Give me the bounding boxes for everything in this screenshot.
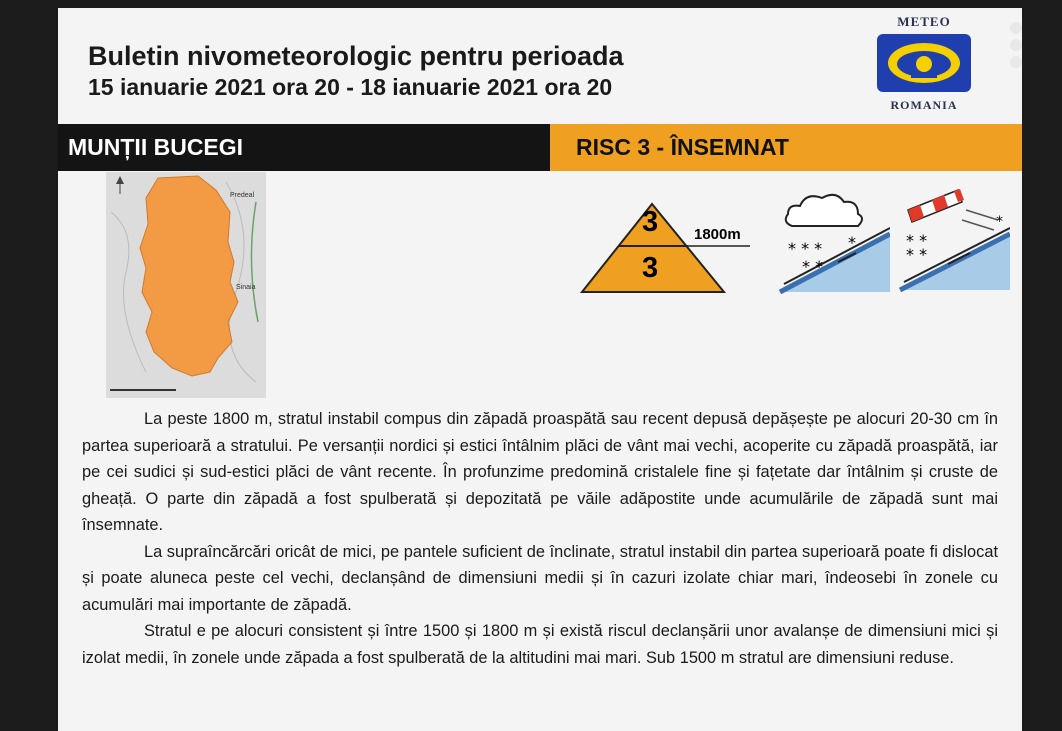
- wind-drift-icon: [898, 180, 1010, 297]
- svg-text:*: *: [848, 233, 856, 252]
- logo-top-text: METEO: [897, 14, 951, 29]
- map-label-north: Predeal: [230, 192, 255, 199]
- bucegi-map: [106, 172, 266, 398]
- paragraph: La peste 1800 m, stratul instabil compus din zăpadă proaspătă sau recent depusă depășește pe alocuri 20-30 cm în partea superioară a stratului. Pe versanții nordici și estici întâlnim plăci de vânt mai vechi, acoperite cu zăpadă proaspătă, iar pe cei sudici și sud-estici plăci de vânt recente. În profunzime predomină cristalele fine și fațetate dar întâlnim și cruste de gheață. O parte din zăpadă a fost spulberată și depozitată pe văile adăpostite unde acumulările de zăpadă sunt mai însemnate.: [82, 410, 998, 534]
- logo-bottom-text: ROMANIA: [890, 98, 958, 112]
- bulletin-text: [82, 406, 998, 671]
- svg-text:* * *: * * *: [788, 239, 823, 258]
- region-risk-bar: [58, 124, 1022, 171]
- region-name: MUNȚII BUCEGI: [58, 124, 550, 171]
- bulletin-title: [88, 40, 624, 102]
- title-line-1: Buletin nivometeorologic pentru perioada: [88, 41, 624, 71]
- risk-upper-level: 3: [642, 206, 659, 238]
- paragraph: Stratul e pe alocuri consistent și între 1500 și 1800 m și există riscul declanșării unor avalanșe de dimensiuni mici și izolat medii, în zonele unde zăpada a fost spulberată de la altitudini mai mari. Sub 1500 m stratul are dimensiuni reduse.: [82, 622, 998, 667]
- snowfall-on-slope-icon: [778, 184, 890, 299]
- svg-text:* *: * *: [802, 257, 824, 276]
- risk-altitude: 1800m: [694, 226, 741, 243]
- svg-text:*: *: [996, 214, 1003, 230]
- meteo-romania-logo: [876, 14, 972, 113]
- svg-text:* *: * *: [906, 245, 928, 264]
- risk-pyramid: [580, 200, 752, 301]
- bulletin-page: [58, 8, 1022, 731]
- risk-lower-level: 3: [642, 252, 659, 284]
- risk-level-label: RISC 3 - ÎNSEMNAT: [550, 124, 1022, 171]
- svg-text:* *: * *: [906, 231, 928, 250]
- logo-emblem-icon: [877, 34, 971, 92]
- more-options-icon[interactable]: [1010, 22, 1022, 73]
- map-label-south: Sinaia: [236, 284, 256, 291]
- paragraph: La supraîncărcări oricât de mici, pe pantele suficient de înclinate, stratul instabil din partea superioară poate fi dislocat și poate aluneca peste cel vechi, declanșând de dimensiuni medii și în cazuri izolate chiar mari, îndeosebi în zonele cu acumulări mai importante de zăpadă.: [82, 542, 998, 614]
- title-line-2: 15 ianuarie 2021 ora 20 - 18 ianuarie 2021 ora 20: [88, 74, 613, 100]
